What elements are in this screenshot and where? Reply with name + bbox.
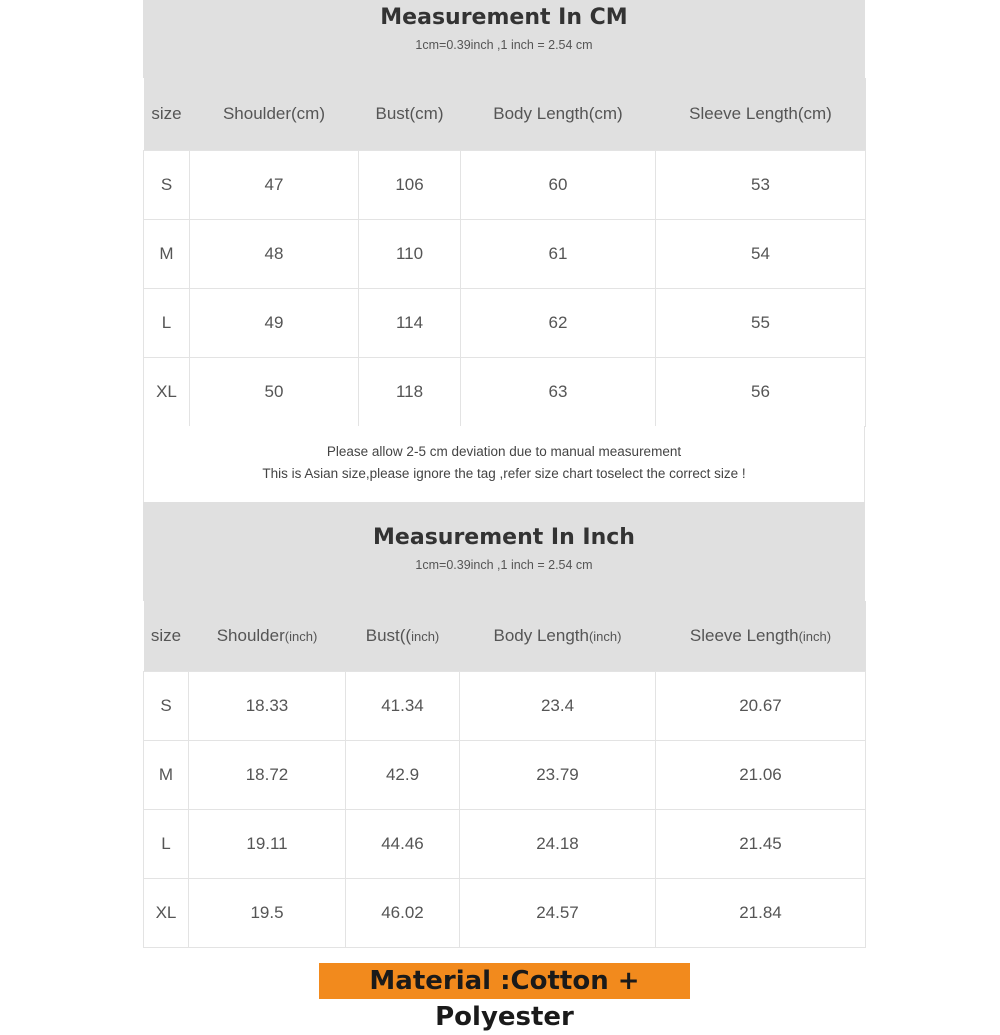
size-cell: L [144,809,189,878]
table-row [144,357,866,426]
size-cell: XL [144,878,189,947]
value-cell: 20.67 [656,671,866,740]
size-cell: S [144,150,190,219]
table-row [144,219,866,288]
value-cell: 23.79 [460,740,656,809]
value-cell: 21.84 [656,878,866,947]
value-cell: 46.02 [346,878,460,947]
value-cell: 21.45 [656,809,866,878]
material-banner: Material :Cotton + Polyester [319,963,690,999]
cm-title: Measurement In CM [380,5,628,30]
inch-subtitle: 1cm=0.39inch ,1 inch = 2.54 cm [415,558,593,572]
table-row [144,809,866,878]
inch-col-shoulder: Shoulder(inch) [189,601,346,671]
cm-col-shoulder: Shoulder(cm) [190,78,359,150]
value-cell: 41.34 [346,671,460,740]
note-line-2: This is Asian size,please ignore the tag ,refer size chart toselect the correct size ! [262,466,746,481]
value-cell: 18.33 [189,671,346,740]
value-cell: 49 [190,288,359,357]
cm-col-size: size [144,78,190,150]
value-cell: 55 [656,288,866,357]
inch-section [143,502,865,948]
value-cell: 19.5 [189,878,346,947]
value-cell: 50 [190,357,359,426]
size-cell: L [144,288,190,357]
table-row [144,288,866,357]
value-cell: 18.72 [189,740,346,809]
cm-table [143,78,866,427]
value-cell: 47 [190,150,359,219]
value-cell: 21.06 [656,740,866,809]
value-cell: 23.4 [460,671,656,740]
inch-col-bust: Bust((inch) [346,601,460,671]
inch-title: Measurement In Inch [373,525,635,550]
inch-header-row [144,601,866,671]
cm-col-bust: Bust(cm) [359,78,461,150]
value-cell: 61 [461,219,656,288]
inch-table [143,601,866,948]
cm-col-sleeve-length: Sleeve Length(cm) [656,78,866,150]
value-cell: 54 [656,219,866,288]
value-cell: 24.18 [460,809,656,878]
value-cell: 114 [359,288,461,357]
size-cell: M [144,740,189,809]
size-cell: M [144,219,190,288]
size-cell: XL [144,357,190,426]
inch-col-size: size [144,601,189,671]
value-cell: 106 [359,150,461,219]
cm-header-row [144,78,866,150]
value-cell: 24.57 [460,878,656,947]
value-cell: 62 [461,288,656,357]
note-line-1: Please allow 2-5 cm deviation due to manual measurement [326,444,682,459]
value-cell: 56 [656,357,866,426]
table-row [144,671,866,740]
table-row [144,150,866,219]
table-row [144,878,866,947]
cm-section [143,0,865,427]
cm-subtitle: 1cm=0.39inch ,1 inch = 2.54 cm [415,38,593,52]
cm-col-body-length: Body Length(cm) [461,78,656,150]
inch-col-sleeve-length: Sleeve Length(inch) [656,601,866,671]
value-cell: 110 [359,219,461,288]
value-cell: 63 [461,357,656,426]
cm-header [143,0,865,78]
inch-header [143,502,865,601]
value-cell: 118 [359,357,461,426]
value-cell: 48 [190,219,359,288]
value-cell: 19.11 [189,809,346,878]
value-cell: 60 [461,150,656,219]
inch-col-body-length: Body Length(inch) [460,601,656,671]
table-row [144,740,866,809]
value-cell: 44.46 [346,809,460,878]
deviation-note [143,426,865,502]
value-cell: 42.9 [346,740,460,809]
size-cell: S [144,671,189,740]
value-cell: 53 [656,150,866,219]
